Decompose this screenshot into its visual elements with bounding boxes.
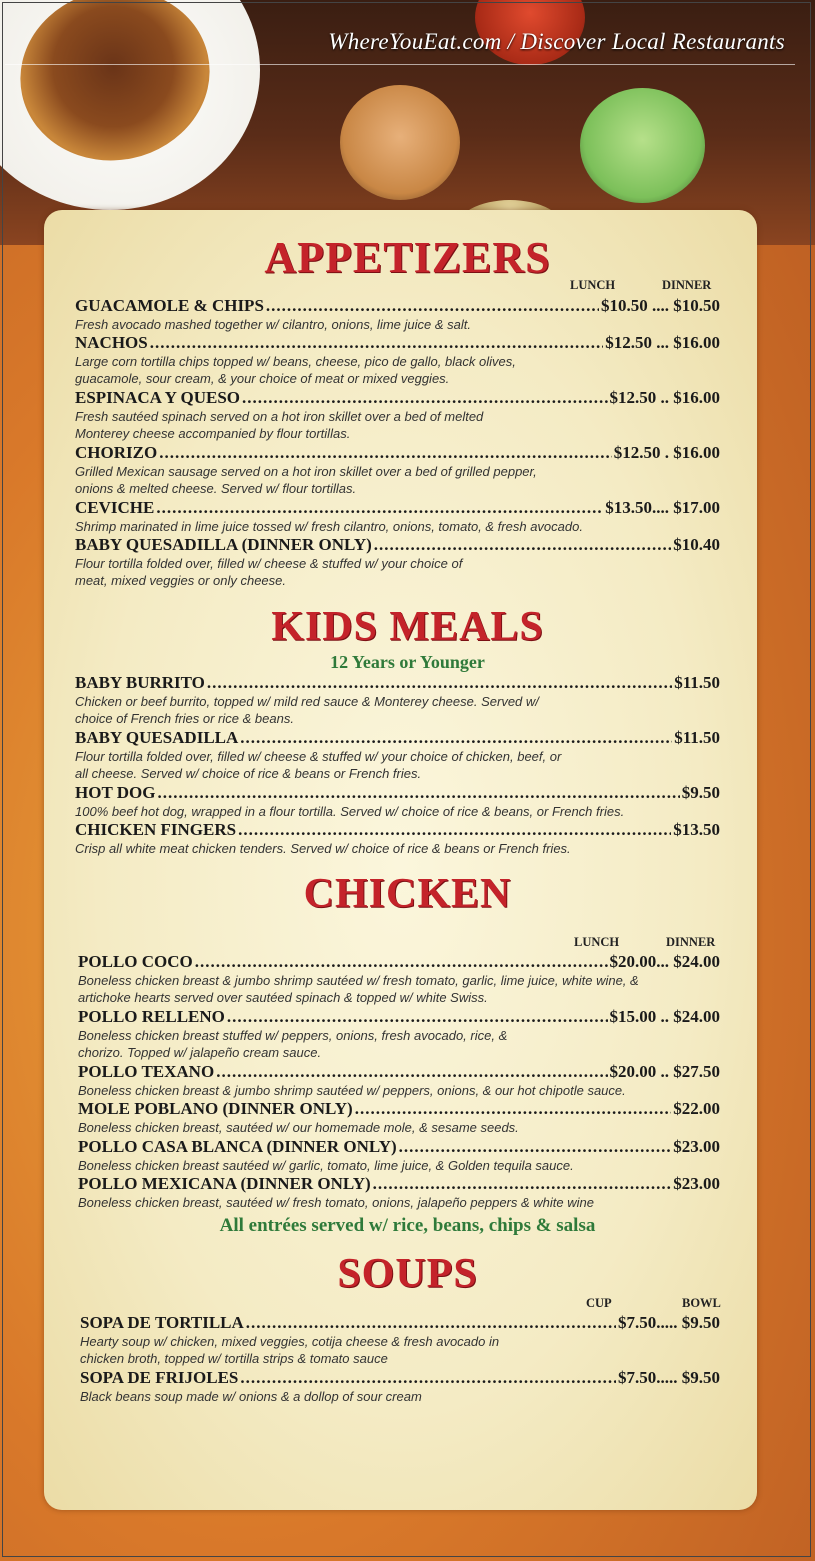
item-name: BABY QUESADILLA [75,728,239,747]
item-description: Flour tortilla folded over, filled w/ cheese & stuffed w/ your choice of chicken, beef, or all cheese. Served w/ choice of rice & beans or French fries. [75,749,562,781]
item-description: Boneless chicken breast & jumbo shrimp sautéed w/ fresh tomato, garlic, lime juice, white wine, & artichoke hearts served over sautéed spinach & topped w/ white Swiss. [78,973,639,1005]
item-name: POLLO RELLENO [78,1007,225,1026]
site-title-link[interactable]: WhereYouEat.com / Discover Local Restaurants [328,29,785,54]
menu-item [75,820,720,857]
section-title-appetizers: APPETIZERS [264,233,551,282]
menu-item [75,296,720,333]
item-price: $23.00 [673,1137,720,1156]
item-name: GUACAMOLE & CHIPS [75,296,264,315]
item-description: Fresh avocado mashed together w/ cilantro, onions, lime juice & salt. [75,317,471,332]
menu-item [78,952,720,1006]
item-description: 100% beef hot dog, wrapped in a flour tortilla. Served w/ choice of rice & beans, or French fries. [75,804,625,819]
item-description: Grilled Mexican sausage served on a hot iron skillet over a bed of grilled pepper, onions & melted cheese. Served w/ flour tortillas. [75,464,537,496]
menu-item [80,1313,720,1367]
item-price: $7.50..... $9.50 [618,1313,720,1332]
column-header-cup: CUP [586,1296,612,1310]
item-name: ESPINACA Y QUESO [75,388,240,407]
item-price: $20.00 .. $27.50 [609,1062,720,1081]
entree-note: All entrées served w/ rice, beans, chips & salsa [219,1215,596,1236]
menu-item [78,1137,720,1174]
kids-age-note: 12 Years or Younger [330,652,485,672]
menu-item [75,535,720,589]
item-price: $12.50 . $16.00 [613,443,720,462]
item-description: Boneless chicken breast sautéed w/ garlic, tomato, lime juice, & Golden tequila sauce. [78,1158,574,1173]
item-name: CEVICHE [75,498,155,517]
item-name: POLLO COCO [78,952,193,971]
menu-item [78,1007,720,1061]
item-name: CHORIZO [75,443,158,462]
orange-salsa-image [340,85,460,200]
menu-item [78,1174,720,1211]
item-description: Crisp all white meat chicken tenders. Served w/ choice of rice & beans or French fries. [75,841,571,856]
item-description: Chicken or beef burrito, topped w/ mild red sauce & Monterey cheese. Served w/ choice of French fries or rice & beans. [75,694,539,726]
item-price: $9.50 [681,783,720,802]
column-header-lunch: LUNCH [574,935,620,949]
item-name: POLLO MEXICANA (DINNER ONLY) [78,1174,371,1193]
item-name: SOPA DE TORTILLA [80,1313,244,1332]
menu-item [75,388,720,442]
item-description: Black beans soup made w/ onions & a dollop of sour cream [80,1389,422,1404]
item-name: CHICKEN FINGERS [75,820,237,839]
item-description: Boneless chicken breast, sautéed w/ our homemade mole, & sesame seeds. [78,1120,519,1135]
item-name: NACHOS [75,333,148,352]
item-price: $13.50.... $17.00 [605,498,720,517]
item-price: $11.50 [674,673,720,692]
item-name: BABY QUESADILLA (DINNER ONLY) [75,535,372,554]
menu-item [75,498,720,535]
item-price: $7.50..... $9.50 [618,1368,720,1387]
item-description: Flour tortilla folded over, filled w/ cheese & stuffed w/ your choice of meat, mixed veggies or only cheese. [75,556,463,588]
section-title-chicken: CHICKEN [303,871,512,917]
item-price: $10.40 [673,535,720,554]
item-description: Shrimp marinated in lime juice tossed w/ fresh cilantro, onions, tomato, & fresh avocado. [75,519,583,534]
item-price: $10.50 .... $10.50 [601,296,720,315]
item-description: Boneless chicken breast stuffed w/ peppers, onions, fresh avocado, rice, & chorizo. Topped w/ jalapeño cream sauce. [78,1028,508,1060]
item-price: $15.00 .. $24.00 [609,1007,720,1026]
item-price: $12.50 ... $16.00 [605,333,720,352]
item-description: Boneless chicken breast & jumbo shrimp sautéed w/ peppers, onions, & our hot chipotle sauce. [78,1083,626,1098]
menu-item [75,443,720,497]
item-price: $13.50 [673,820,720,839]
menu-item [78,1062,720,1099]
column-header-dinner: DINNER [662,278,712,292]
menu-item [75,333,720,387]
item-name: BABY BURRITO [75,673,205,692]
column-header-lunch: LUNCH [570,278,616,292]
column-header-dinner: DINNER [666,935,716,949]
item-price: $11.50 [674,728,720,747]
item-name: HOT DOG [75,783,156,802]
section-title-soups: SOUPS [337,1251,478,1297]
item-name: MOLE POBLANO (DINNER ONLY) [78,1099,353,1118]
menu-item [75,783,720,820]
item-description: Large corn tortilla chips topped w/ beans, cheese, pico de gallo, black olives, guacamole, sour cream, & your choice of meat or mixed veggies. [75,354,516,386]
menu-item [80,1368,720,1405]
item-description: Hearty soup w/ chicken, mixed veggies, cotija cheese & fresh avocado in chicken broth, topped w/ tortilla strips & tomato sauce [80,1334,500,1366]
item-price: $23.00 [673,1174,720,1193]
item-description: Fresh sautéed spinach served on a hot iron skillet over a bed of melted Monterey cheese accompanied by flour tortillas. [75,409,484,441]
item-description: Boneless chicken breast, sautéed w/ fresh tomato, onions, jalapeño peppers & white wine [78,1195,594,1210]
item-price: $22.00 [673,1099,720,1118]
item-name: SOPA DE FRIJOLES [80,1368,239,1387]
menu-item [75,728,720,782]
section-title-kids-meals: KIDS MEALS [271,604,544,650]
item-price: $20.00... $24.00 [609,952,720,971]
menu-item [75,673,720,727]
menu-item [78,1099,720,1136]
green-salsa-image [580,88,705,203]
item-price: $12.50 .. $16.00 [609,388,720,407]
column-header-bowl: BOWL [682,1296,721,1310]
item-name: POLLO CASA BLANCA (DINNER ONLY) [78,1137,397,1156]
item-name: POLLO TEXANO [78,1062,215,1081]
